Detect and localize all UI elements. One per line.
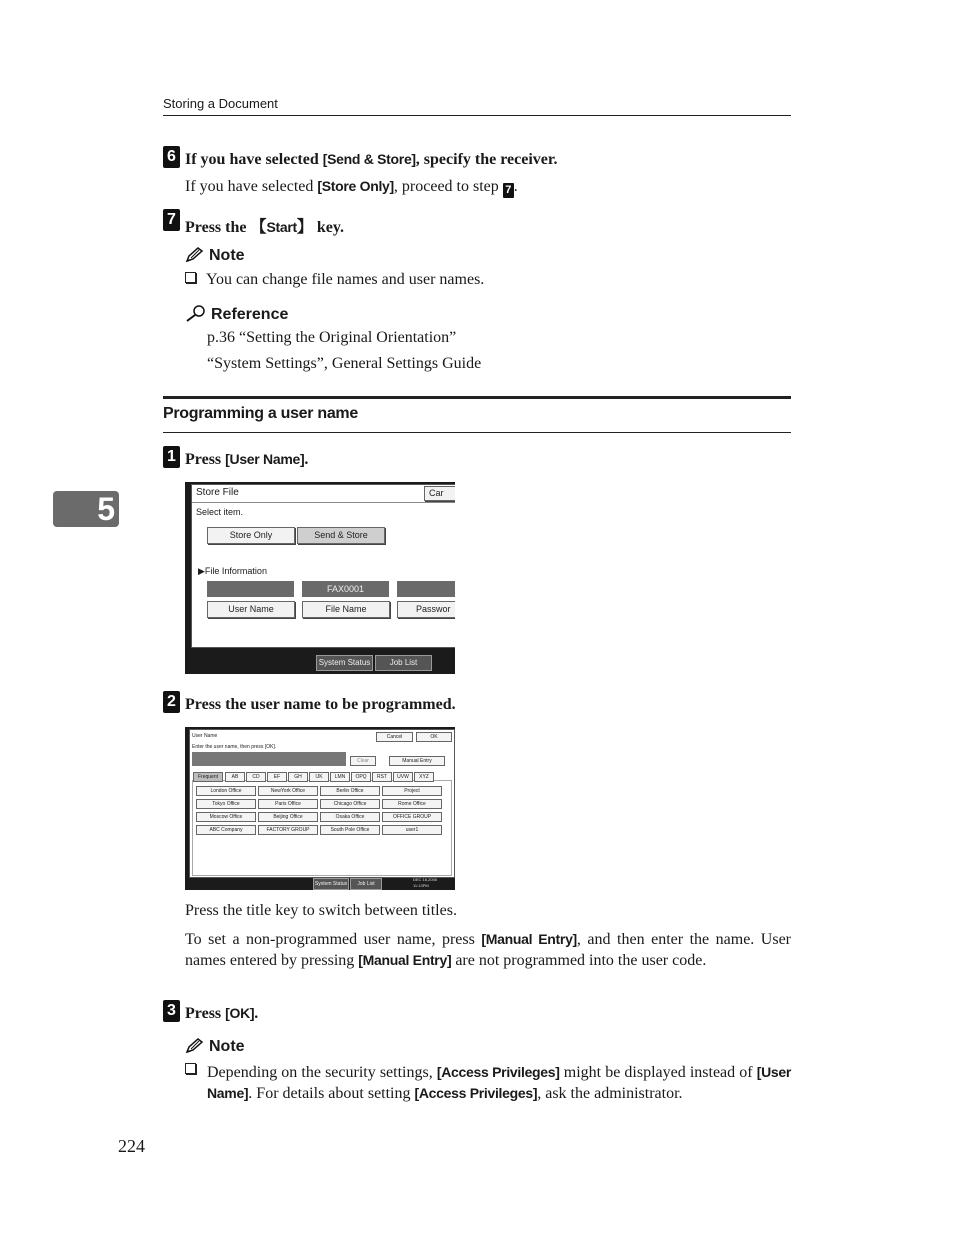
tab-xyz[interactable]: XYZ — [414, 772, 434, 782]
manual-entry-post: are not programmed into the user code. — [451, 952, 707, 969]
inline-step-7-icon: 7 — [503, 183, 514, 198]
tab-ef[interactable]: EF — [267, 772, 287, 782]
page-number: 224 — [118, 1136, 145, 1156]
user-name-screenshot — [185, 727, 455, 890]
note-2-mid2: . For details about setting — [248, 1085, 415, 1102]
user-name-chicago-office[interactable]: Chicago Office — [320, 799, 380, 809]
checkbox-bullet-icon — [185, 272, 196, 283]
reference-heading — [185, 304, 288, 327]
user-name-keyword-2: [User Name] — [207, 1064, 792, 1101]
note-title-2: Note — [209, 1038, 245, 1055]
file-information-label: ▶File Information — [198, 566, 267, 576]
pencil-icon — [185, 247, 205, 268]
step-7-instruction — [185, 214, 344, 237]
file-name-button[interactable]: File Name — [302, 601, 390, 618]
step-6-detail — [185, 178, 518, 198]
note-item-text: You can change file names and user names. — [206, 271, 485, 288]
section-rule-top — [163, 396, 791, 399]
reference-title: Reference — [211, 306, 289, 323]
substep-1-pre: Press — [185, 451, 226, 468]
substep-number-2: 2 — [163, 691, 180, 713]
tab-cd[interactable]: CD — [246, 772, 266, 782]
user-name-user1[interactable]: user1 — [382, 825, 442, 835]
key-bracket-close: 】 — [296, 219, 313, 236]
substep-1-instruction — [185, 451, 308, 469]
manual-entry-pre: To set a non-programmed user name, press — [185, 931, 482, 948]
step-6-text-post: , specify the receiver. — [415, 151, 558, 168]
cancel-button[interactable]: Car — [424, 486, 455, 501]
substep-3-pre: Press — [185, 1005, 226, 1022]
manual-entry-button[interactable]: Manual Entry — [389, 756, 445, 766]
user-name-london-office[interactable]: London Office — [196, 786, 256, 796]
note-2-pre: Depending on the security settings, — [207, 1064, 437, 1081]
reference-link-orientation[interactable]: p.36 “Setting the Original Orientation” — [207, 329, 457, 346]
password-button[interactable]: Passwor — [397, 601, 455, 618]
note-2-item — [207, 1062, 791, 1104]
chapter-number: 5 — [97, 491, 115, 527]
manual-entry-mid: , and then enter the name. User names entered by pressing — [185, 931, 792, 969]
store-file-screen — [191, 484, 455, 648]
step-number-6: 6 — [163, 146, 180, 168]
ok-button[interactable]: OK — [416, 732, 452, 742]
job-list-button-2[interactable]: Job List — [350, 878, 382, 890]
store-only-keyword: [Store Only] — [317, 178, 394, 194]
start-key-label: Start — [266, 219, 297, 235]
user-name-tokyo-office[interactable]: Tokyo Office — [196, 799, 256, 809]
select-item-prompt: Select item. — [196, 507, 244, 517]
system-status-button-2[interactable]: System Status — [313, 878, 349, 890]
tab-rst[interactable]: RST — [372, 772, 392, 782]
tab-ab[interactable]: AB — [225, 772, 245, 782]
section-title: Programming a user name — [163, 405, 358, 422]
store-file-title: Store File — [196, 487, 239, 498]
reference-link-system-settings[interactable]: “System Settings”, General Settings Guide — [207, 355, 482, 372]
store-file-titlebar — [192, 485, 455, 503]
user-name-office-group[interactable]: OFFICE GROUP — [382, 812, 442, 822]
cancel-button-2[interactable]: Cancel — [376, 732, 413, 742]
system-status-button[interactable]: System Status — [316, 655, 373, 671]
clear-button[interactable]: Clear — [350, 756, 376, 766]
substep-3-post: . — [254, 1005, 259, 1022]
note-title: Note — [209, 247, 245, 264]
substep-3-instruction — [185, 1005, 258, 1023]
file-name-value: FAX0001 — [302, 581, 389, 597]
user-name-rome-office[interactable]: Rome Office — [382, 799, 442, 809]
note-2-bullet — [185, 1062, 206, 1080]
user-name-berlin-office[interactable]: Berlin Office — [320, 786, 380, 796]
note-heading-2 — [185, 1038, 245, 1059]
user-name-osaka-office[interactable]: Osaka Office — [320, 812, 380, 822]
send-store-keyword: [Send & Store] — [322, 151, 416, 167]
step-6-instruction — [185, 151, 558, 169]
substep-number-1: 1 — [163, 446, 180, 468]
store-file-screenshot — [185, 482, 455, 674]
step-7-text-pre: Press the — [185, 219, 251, 236]
job-list-button[interactable]: Job List — [375, 655, 432, 671]
step-6-detail-mid: , proceed to step — [393, 178, 503, 195]
access-privileges-keyword-2: [Access Privileges] — [414, 1085, 538, 1101]
user-name-paris-office[interactable]: Paris Office — [258, 799, 318, 809]
user-name-project[interactable]: Project — [382, 786, 442, 796]
user-name-newyork-office[interactable]: NewYork Office — [258, 786, 318, 796]
pencil-icon — [185, 1038, 205, 1059]
enter-name-prompt: Enter the user name, then press [OK]. — [192, 744, 277, 750]
tab-opq[interactable]: OPQ — [351, 772, 371, 782]
name-entry-field[interactable] — [192, 752, 346, 766]
user-name-beijing-office[interactable]: Beijing Office — [258, 812, 318, 822]
step-7-text-post: key. — [312, 219, 345, 236]
note-2-mid1: might be displayed instead of — [559, 1064, 757, 1081]
substep-number-3: 3 — [163, 1000, 180, 1022]
note-heading — [185, 247, 245, 268]
store-only-button[interactable]: Store Only — [207, 527, 295, 544]
key-bracket-open: 【 — [250, 219, 267, 236]
note-item — [185, 271, 484, 289]
send-store-button[interactable]: Send & Store — [297, 527, 385, 544]
step-6-detail-post: . — [513, 178, 518, 195]
tab-uvw[interactable]: UVW — [393, 772, 413, 782]
chapter-tab — [53, 491, 119, 527]
running-header: Storing a Document — [163, 96, 278, 111]
tab-gh[interactable]: GH — [288, 772, 308, 782]
step-6-text-pre: If you have selected — [185, 151, 323, 168]
user-name-title: User Name — [192, 733, 218, 739]
user-name-keyword: [User Name] — [225, 451, 305, 467]
user-name-south-pole-office[interactable]: South Pole Office — [320, 825, 380, 835]
user-name-button[interactable]: User Name — [207, 601, 295, 618]
manual-entry-paragraph — [185, 929, 791, 971]
tab-lmn[interactable]: LMN — [330, 772, 350, 782]
section-rule-bottom — [163, 432, 791, 433]
magnifier-icon — [185, 304, 207, 327]
user-name-moscow-office[interactable]: Moscow Office — [196, 812, 256, 822]
user-name-screen — [189, 729, 455, 878]
tab-ijk[interactable]: IJK — [309, 772, 329, 782]
ok-keyword: [OK] — [225, 1005, 255, 1021]
password-value — [397, 581, 455, 597]
user-name-factory-group[interactable]: FACTORY GROUP — [258, 825, 318, 835]
substep-1-post: . — [304, 451, 309, 468]
user-name-abc-company[interactable]: ABC Company — [196, 825, 256, 835]
manual-entry-keyword-1: [Manual Entry] — [481, 931, 577, 947]
checkbox-bullet-icon — [185, 1063, 196, 1074]
date-readout: DEC 16,2005 — [413, 877, 438, 882]
access-privileges-keyword-1: [Access Privileges] — [436, 1064, 560, 1080]
header-rule — [163, 115, 791, 116]
step-6-detail-pre: If you have selected — [185, 178, 318, 195]
title-key-paragraph: Press the title key to switch between titles. — [185, 902, 457, 919]
tab-frequent[interactable]: Frequent — [193, 772, 223, 782]
manual-entry-keyword-2: [Manual Entry] — [358, 952, 452, 968]
note-2-post: , ask the administrator. — [537, 1085, 683, 1102]
substep-2-instruction: Press the user name to be programmed. — [185, 696, 456, 713]
user-name-value — [207, 581, 294, 597]
time-readout: 11:13PM — [413, 883, 429, 888]
step-number-7: 7 — [163, 209, 180, 231]
